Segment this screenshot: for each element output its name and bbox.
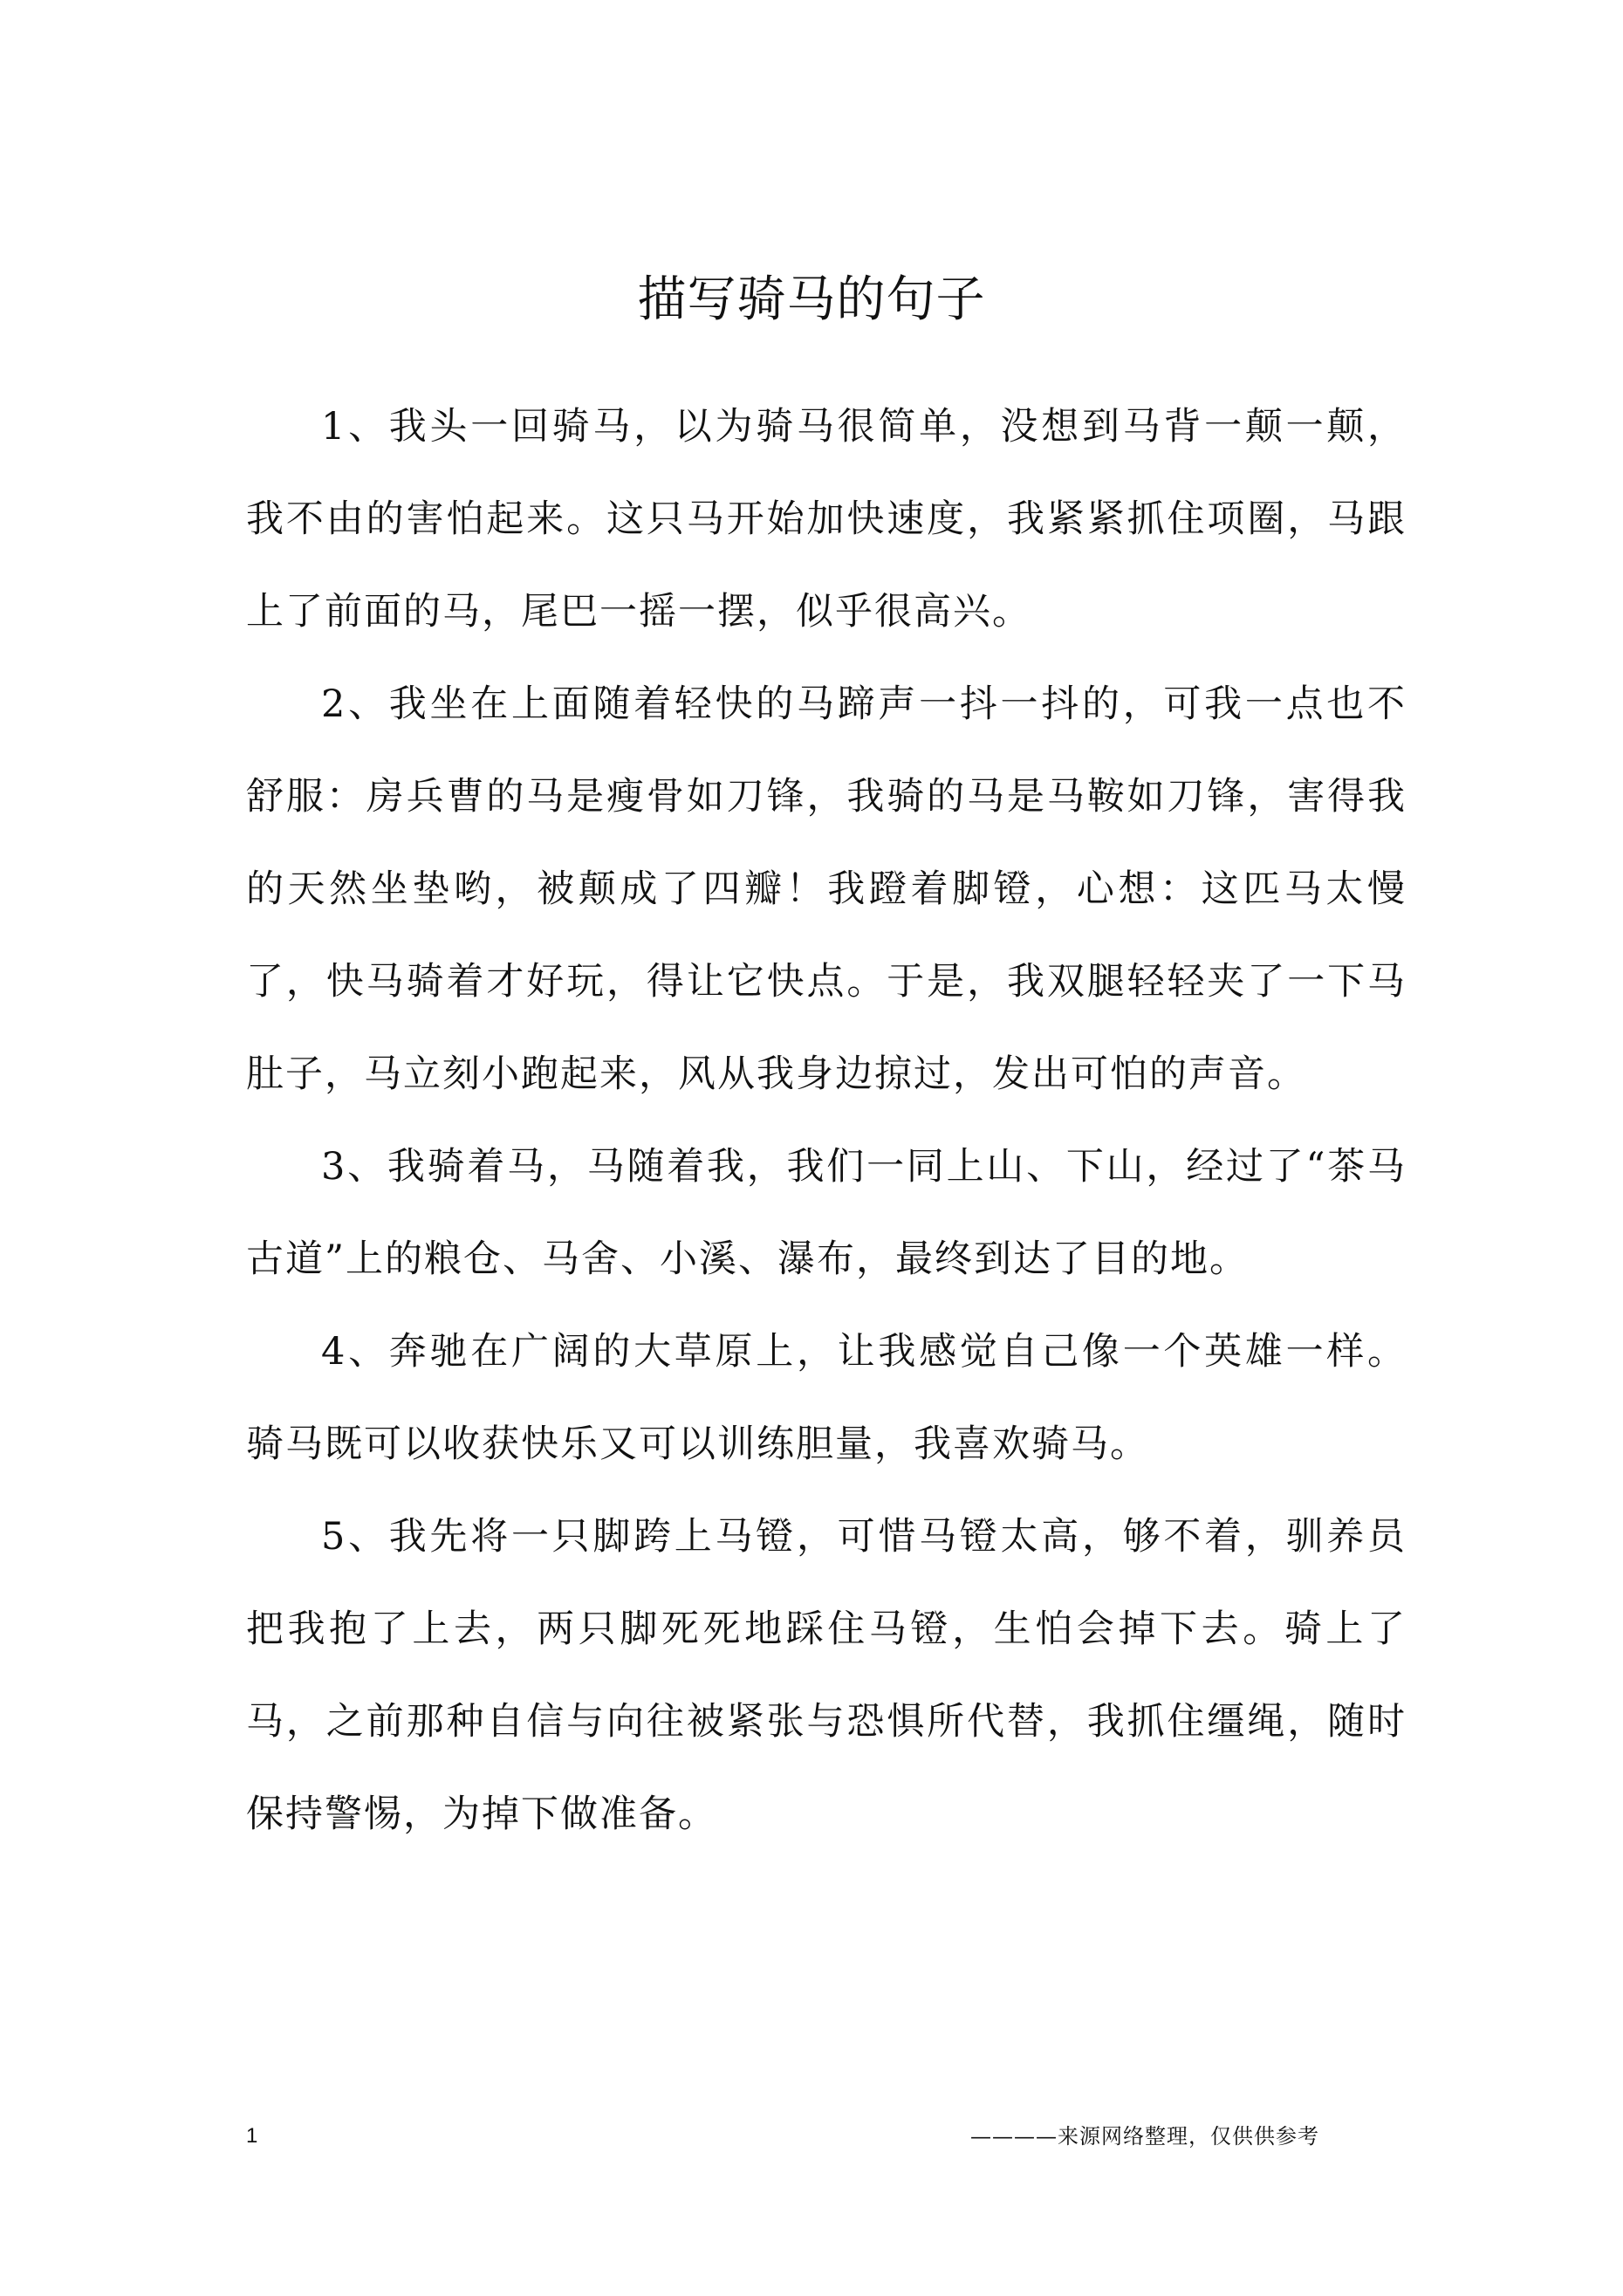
page-footer	[246, 2119, 1319, 2154]
paragraph-5: 5、我先将一只脚跨上马镫，可惜马镫太高，够不着，驯养员把我抱了上去，两只脚死死地踩住马镫，生怕会掉下去。骑上了马，之前那种自信与向往被紧张与恐惧所代替，我抓住缰绳，随时保持警惕，为掉下做准备。	[246, 1515, 1407, 1836]
document-title: 描写骑马的句子	[637, 271, 986, 328]
document-body	[246, 380, 1407, 1861]
source-note: ————来源网络整理，仅供供参考	[970, 2124, 1319, 2149]
paragraph-2: 2、我坐在上面随着轻快的马蹄声一抖一抖的，可我一点也不舒服：房兵曹的马是瘦骨如刀锋，我骑的马是马鞍如刀锋，害得我的天然坐垫哟，被颠成了四瓣！我蹬着脚镫，心想：这匹马太慢了，快马骑着才好玩，得让它快点。于是，我双腿轻轻夹了一下马肚子，马立刻小跑起来，风从我身边掠过，发出可怕的声音。	[246, 682, 1407, 1096]
paragraph-1: 1、我头一回骑马，以为骑马很简单，没想到马背一颠一颠，我不由的害怕起来。这只马开始加快速度，我紧紧抓住项圈，马跟上了前面的马，尾巴一摇一摆，似乎很高兴。	[246, 405, 1407, 634]
paragraph-3: 3、我骑着马，马随着我，我们一同上山、下山，经过了“茶马古道”上的粮仓、马舍、小溪、瀑布，最终到达了目的地。	[246, 1145, 1407, 1281]
page-number: 1	[246, 2124, 258, 2148]
paragraph-4: 4、奔驰在广阔的大草原上，让我感觉自己像一个英雄一样。骑马既可以收获快乐又可以训练胆量，我喜欢骑马。	[246, 1330, 1407, 1466]
